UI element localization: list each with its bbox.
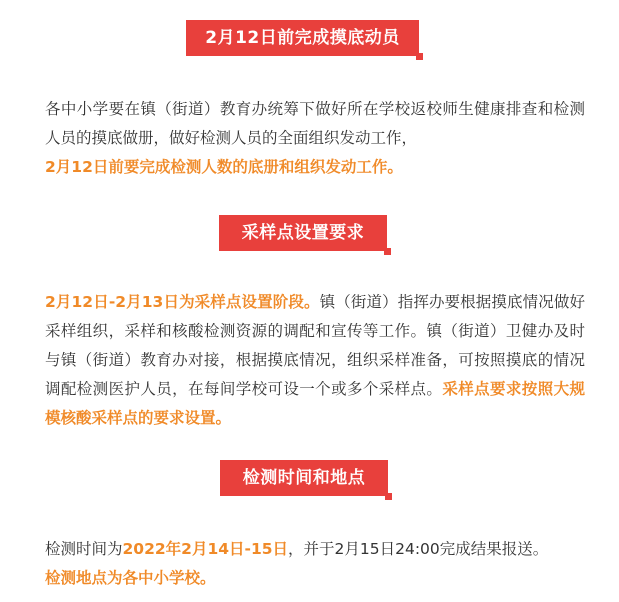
- header-corner-decoration: [416, 53, 423, 60]
- section-header-sampling-point: [219, 215, 387, 251]
- paragraph-text: ，并于2月15日24:00完成结果报送。: [288, 540, 549, 558]
- paragraph-time-location: [45, 535, 585, 593]
- header-corner-decoration: [385, 493, 392, 500]
- section-header-mobilization: [186, 20, 419, 56]
- paragraph-mobilization: [45, 95, 585, 182]
- highlight-text: 2月12日前要完成检测人数的底册和组织发动工作。: [45, 158, 403, 176]
- section-title: 2月12日前完成摸底动员: [205, 28, 400, 48]
- header-corner-decoration: [384, 248, 391, 255]
- highlight-text: 2022年2月14日-15日: [122, 540, 289, 558]
- paragraph-text: 各中小学要在镇（街道）教育办统筹下做好所在学校返校师生健康排查和检测人员的摸底做册，做好检测人员的全面组织发动工作，: [45, 100, 585, 147]
- paragraph-text: 镇（街道）指挥办要根据摸底情况做好采样组织，采样和核酸检测资源的调配和宣传等工作。镇（街道）卫健办及时与镇（街道）教育办对接，根据摸底情况，组织采样准备，可按照摸底的情况调配检测医护人员，在每间学校可设一个或多个采样点。: [45, 293, 585, 398]
- section-header-time-location: [220, 460, 388, 496]
- paragraph-text: 检测时间为: [45, 540, 123, 558]
- section-title: 检测时间和地点: [242, 468, 366, 488]
- highlight-text: 检测地点为各中小学校。: [45, 569, 216, 587]
- paragraph-sampling-point: [45, 288, 585, 433]
- highlight-text: 2月12日-2月13日为采样点设置阶段。: [45, 293, 320, 311]
- section-title: 采样点设置要求: [241, 223, 365, 243]
- highlight-text: 采样点要求按照大规模核酸采样点的要求设置。: [45, 380, 585, 427]
